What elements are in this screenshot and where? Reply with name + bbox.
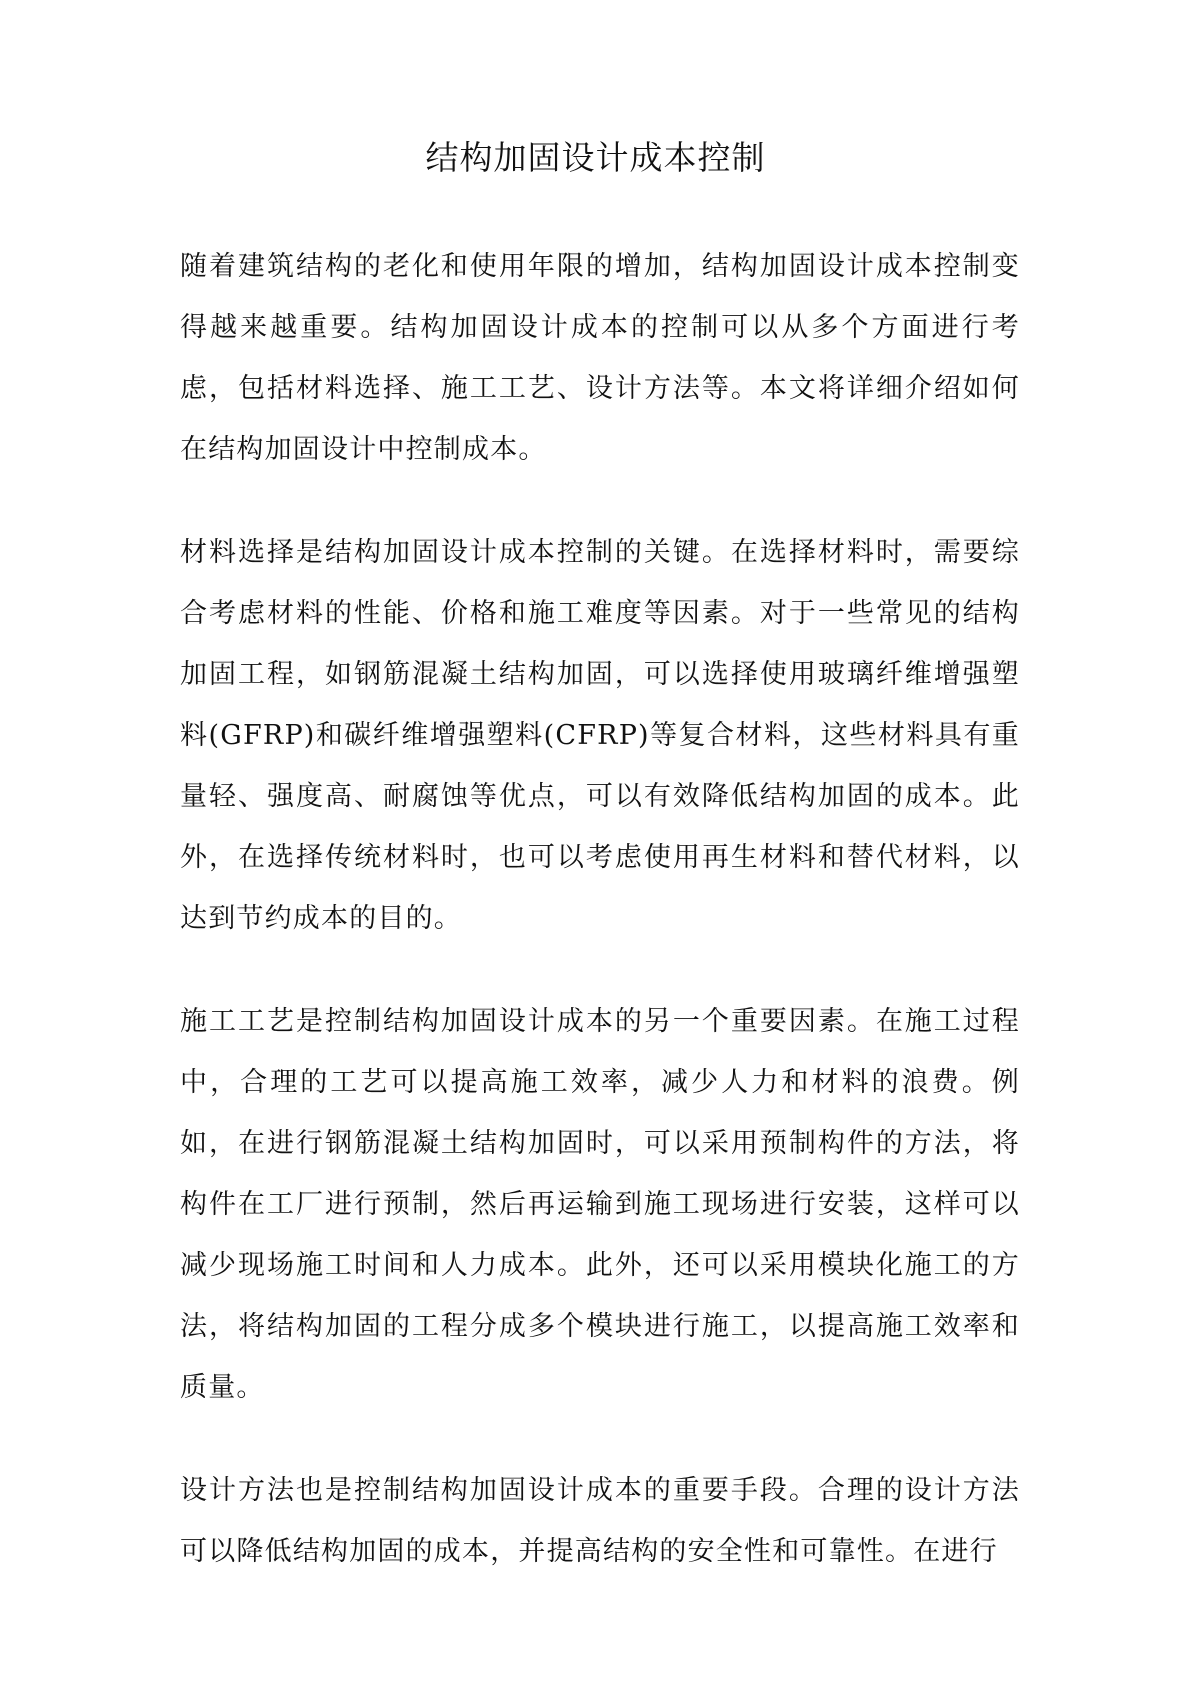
paragraph-intro: 随着建筑结构的老化和使用年限的增加，结构加固设计成本控制变得越来越重要。结构加固设计成本的控制可以从多个方面进行考虑，包括材料选择、施工工艺、设计方法等。本文将详细介绍如何在结构加固设计中控制成本。	[180, 251, 1020, 465]
document-title: 结构加固设计成本控制	[425, 138, 766, 177]
paragraph-construction-process: 施工工艺是控制结构加固设计成本的另一个重要因素。在施工过程中，合理的工艺可以提高施工效率，减少人力和材料的浪费。例如，在进行钢筋混凝土结构加固时，可以采用预制构件的方法，将构件在工厂进行预制，然后再运输到施工现场进行安装，这样可以减少现场施工时间和人力成本。此外，还可以采用模块化施工的方法，将结构加固的工程分成多个模块进行施工，以提高施工效率和质量。	[180, 1006, 1020, 1403]
paragraph-material-selection: 材料选择是结构加固设计成本控制的关键。在选择材料时，需要综合考虑材料的性能、价格和施工难度等因素。对于一些常见的结构加固工程，如钢筋混凝土结构加固，可以选择使用玻璃纤维增强塑料(GFRP)和碳纤维增强塑料(CFRP)等复合材料，这些材料具有重量轻、强度高、耐腐蚀等优点，可以有效降低结构加固的成本。此外，在选择传统材料时，也可以考虑使用再生材料和替代材料，以达到节约成本的目的。	[180, 537, 1020, 934]
paragraph-design-method: 设计方法也是控制结构加固设计成本的重要手段。合理的设计方法可以降低结构加固的成本，并提高结构的安全性和可靠性。在进行	[180, 1475, 1020, 1567]
document-body	[180, 236, 1020, 1624]
